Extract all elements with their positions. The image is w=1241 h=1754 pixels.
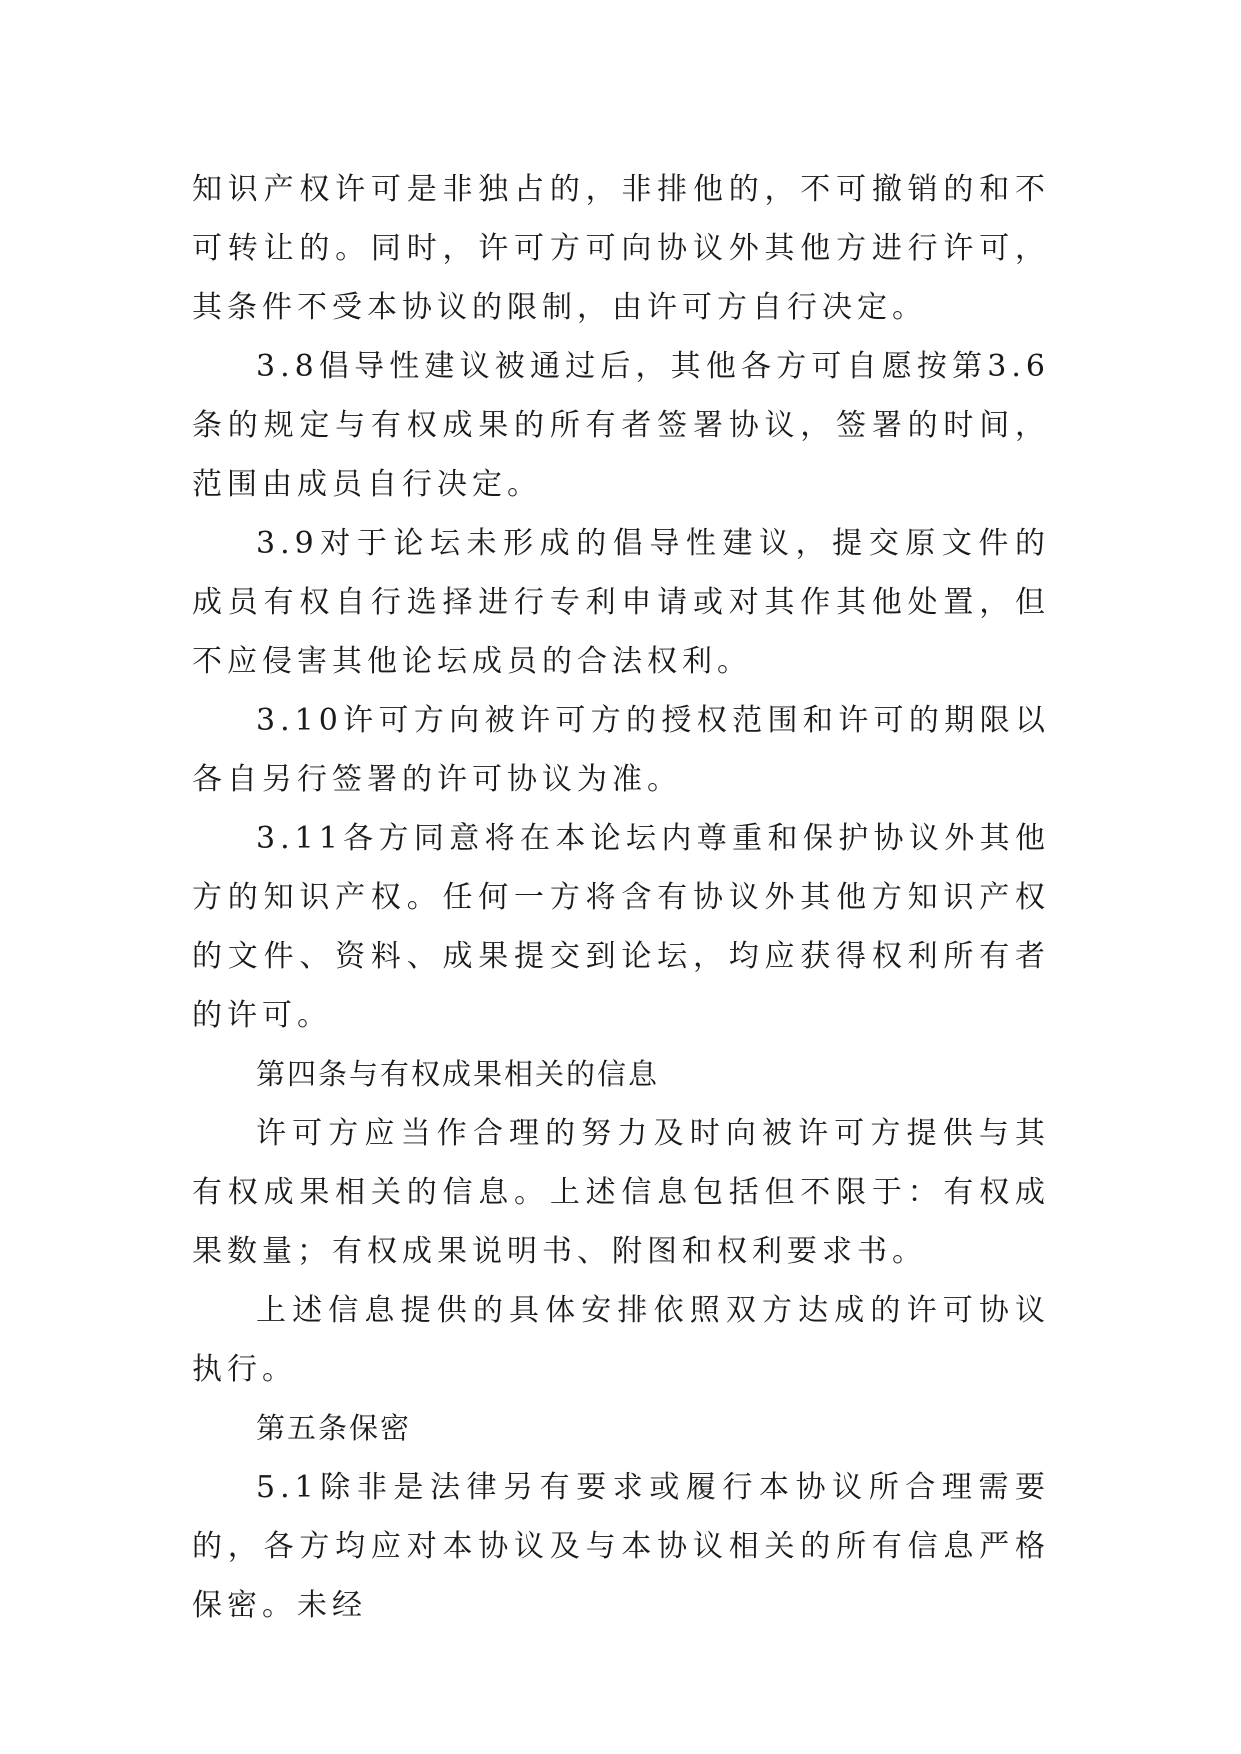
paragraph-3-9: 3.9对于论坛未形成的倡导性建议，提交原文件的成员有权自行选择进行专利申请或对其作其他处置，但不应侵害其他论坛成员的合法权利。 (192, 526, 1050, 679)
paragraph-3-8: 3.8倡导性建议被通过后，其他各方可自愿按第3.6条的规定与有权成果的所有者签署协议，签署的时间，范围由成员自行决定。 (192, 349, 1050, 502)
paragraph-3-11: 3.11各方同意将在本论坛内尊重和保护协议外其他方的知识产权。任何一方将含有协议外其他方知识产权的文件、资料、成果提交到论坛，均应获得权利所有者的许可。 (192, 821, 1050, 1033)
paragraph-article-4-info: 许可方应当作合理的努力及时向被许可方提供与其有权成果相关的信息。上述信息包括但不限于：有权成果数量；有权成果说明书、附图和权利要求书。 (192, 1116, 1050, 1269)
paragraph-license-terms: 知识产权许可是非独占的，非排他的，不可撤销的和不可转让的。同时，许可方可向协议外其他方进行许可，其条件不受本协议的限制，由许可方自行决定。 (192, 172, 1050, 325)
paragraph-article-4-arrangement: 上述信息提供的具体安排依照双方达成的许可协议执行。 (192, 1293, 1050, 1387)
section-heading-article-4: 第四条与有权成果相关的信息 (256, 1057, 660, 1091)
section-heading-article-5: 第五条保密 (256, 1411, 412, 1445)
document-body (192, 160, 1050, 1635)
paragraph-5-1: 5.1除非是法律另有要求或履行本协议所合理需要的，各方均应对本协议及与本协议相关的所有信息严格保密。未经 (192, 1470, 1050, 1623)
paragraph-3-10: 3.10许可方向被许可方的授权范围和许可的期限以各自另行签署的许可协议为准。 (192, 703, 1050, 797)
